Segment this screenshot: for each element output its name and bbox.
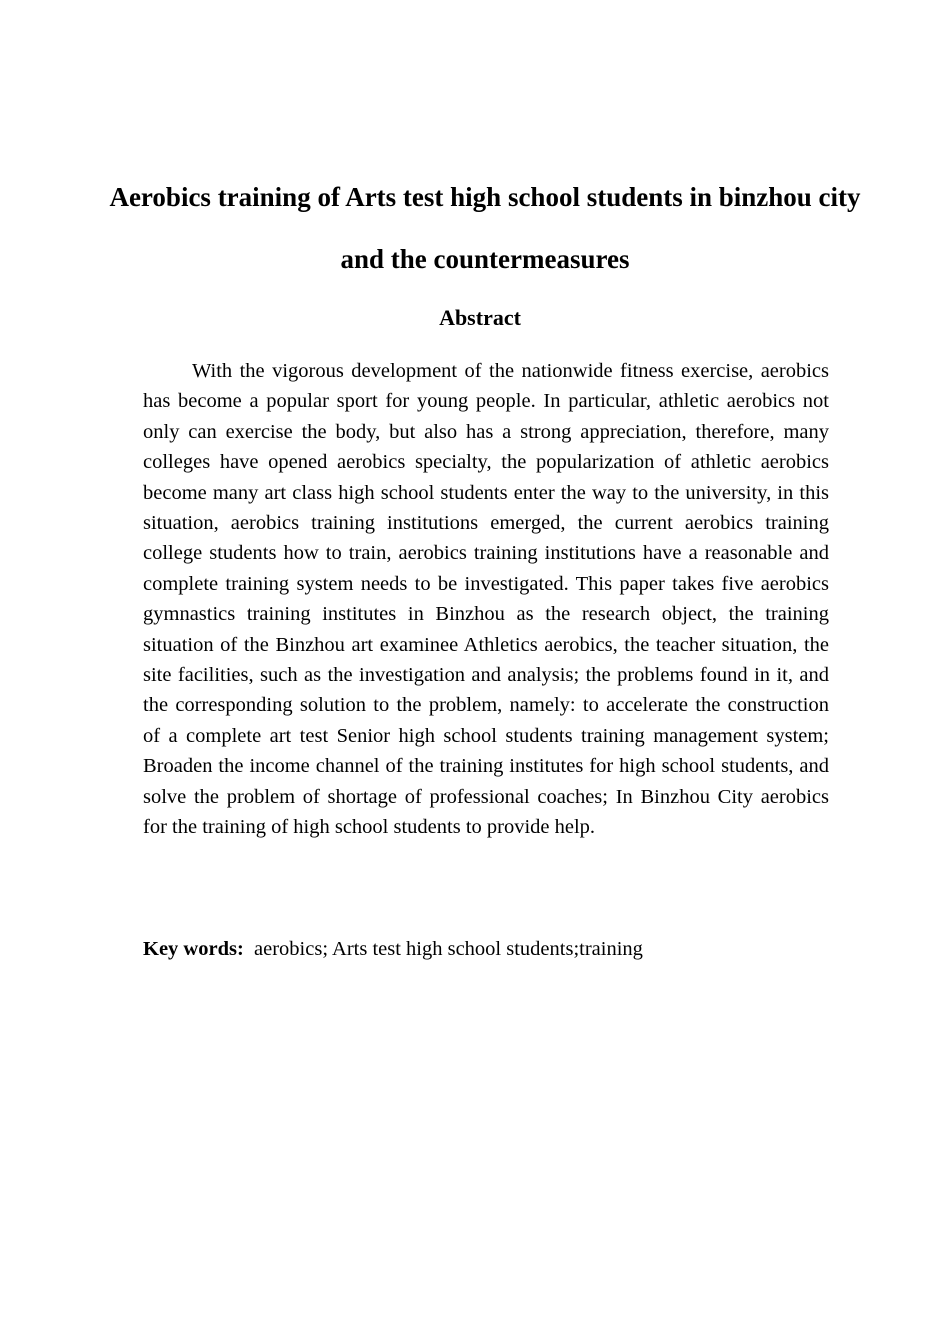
keywords-label: Key words: [143,938,244,960]
abstract-text: With the vigorous development of the nationwide fitness exercise, aerobics has become a popular sport for young people. In particular, athletic aerobics not only can exercise the body, but also has a strong appreciation, therefore, many colleges have opened aerobics specialty, the popularization of athletic aerobics become many art class high school students enter the way to the university, in this situation, aerobics training institutions emerged, the current aerobics training college students how to train, aerobics training institutions have a reasonable and complete training system needs to be investigated. This paper takes five aerobics gymnastics training institutes in Binzhou as the research object, the training situation of the Binzhou art examinee Athletics aerobics, the teacher situation, the site facilities, such as the investigation and analysis; the problems found in it, and the corresponding solution to the problem, namely: to accelerate the construction of a complete art test Senior high school students training management system; Broaden the income channel of the training institutes for high school students, and solve the problem of shortage of professional coaches; In Binzhou City aerobics for the training of high school students to provide help. [143,360,829,839]
keywords-line [143,934,843,964]
abstract-heading: Abstract [439,305,521,330]
paper-title: Aerobics training of Arts test high school students in binzhou city and the countermeasures [109,182,861,274]
keywords-text: aerobics; Arts test high school students;training [254,938,643,960]
